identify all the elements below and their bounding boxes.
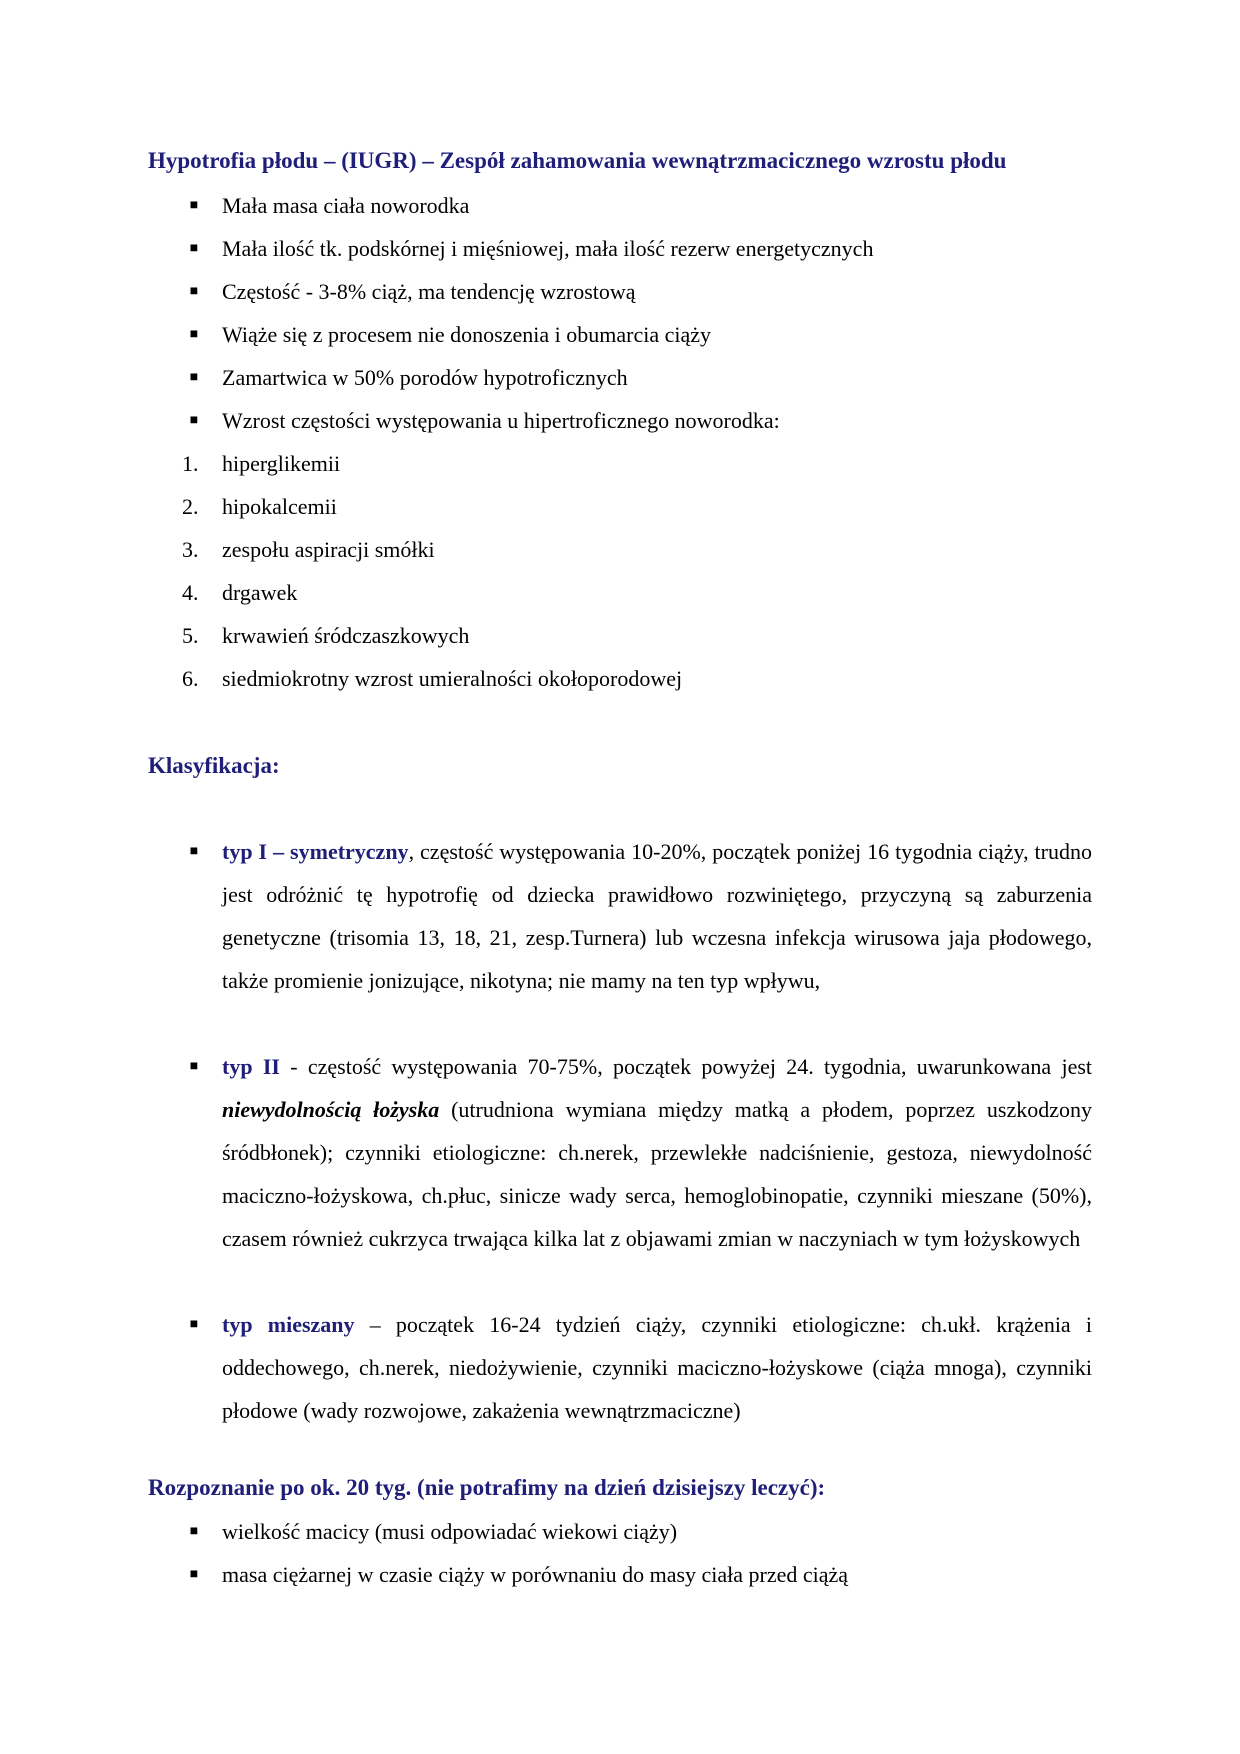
classification-type1: typ I – symetryczny, częstość występowania 10-20%, początek poniżej 16 tygodnia ciąży, trudno jest odróżnić tę hypotrofię od dziecka prawidłowo rozwiniętego, przyczyną są zaburzenia genetyczne (trisomia 13, 18, 21, zesp.Turnera) lub wczesna infekcja wirusowa jaja płodowego, także promienie jonizujące, nikotyna; nie mamy na ten typ wpływu,	[222, 839, 1092, 993]
section-title-klasyfikacja: Klasyfikacja:	[148, 753, 280, 778]
list-item: ■ Zamartwica w 50% porodów hypotroficznych	[0, 356, 1240, 399]
square-bullet-icon: ■	[189, 1317, 199, 1332]
numbered-item: 3. zespołu aspiracji smółki	[182, 537, 435, 562]
square-bullet-icon: ■	[189, 1524, 199, 1539]
section-title-rozpoznanie: Rozpoznanie po ok. 20 tyg. (nie potrafimy na dzień dzisiejszy leczyć):	[148, 1475, 826, 1500]
square-bullet-icon: ■	[189, 413, 199, 428]
square-bullet-icon: ■	[189, 844, 199, 859]
list-item: ■ masa ciężarnej w czasie ciąży w porównaniu do masy ciała przed ciążą	[0, 1553, 1240, 1596]
list-item: ■ Mała masa ciała noworodka	[0, 184, 1240, 227]
classification-type2: typ II - częstość występowania 70-75%, początek powyżej 24. tygodnia, uwarunkowana jest niewydolnością łożyska (utrudniona wymiana między matką a płodem, poprzez uszkodzony śródbłonek); czynniki etiologiczne: ch.nerek, przewlekłe nadciśnienie, gestoza, niewydolność maciczno-łożyskowa, ch.płuc, sinicze wady serca, hemoglobinopatie, czynniki mieszane (50%), czasem również cukrzyca trwająca kilka lat z objawami zmian w naczyniach w tym łożyskowych	[222, 1054, 1093, 1251]
type1-term: typ I – symetryczny	[222, 839, 409, 864]
square-bullet-icon: ■	[189, 241, 199, 256]
square-bullet-icon: ■	[189, 1567, 199, 1582]
square-bullet-icon: ■	[189, 284, 199, 299]
section-title-hypotrofia: Hypotrofia płodu – (IUGR) – Zespół zahamowania wewnątrzmacicznego wzrostu płodu	[148, 148, 1007, 173]
numbered-item: 1. hiperglikemii	[182, 451, 341, 476]
list-item: ■ Wzrost częstości występowania u hipertroficznego noworodka:	[0, 399, 1240, 442]
type2-term: typ II	[222, 1054, 280, 1079]
numbered-item: 6. siedmiokrotny wzrost umieralności okołoporodowej	[182, 666, 683, 691]
square-bullet-icon: ■	[189, 1059, 199, 1074]
type3-term: typ mieszany	[222, 1312, 355, 1337]
numbered-item: 4. drgawek	[182, 580, 298, 605]
list-item: ■ wielkość macicy (musi odpowiadać wiekowi ciąży)	[0, 1510, 1240, 1553]
list-item: ■ Mała ilość tk. podskórnej i mięśniowej, mała ilość rezerw energetycznych	[0, 227, 1240, 270]
classification-mixed: typ mieszany – początek 16-24 tydzień ciąży, czynniki etiologiczne: ch.ukł. krążenia i oddechowego, ch.nerek, niedożywienie, czynniki maciczno-łożyskowe (ciąża mnoga), czynniki płodowe (wady rozwojowe, zakażenia wewnątrzmaciczne)	[222, 1312, 1092, 1423]
list-item: ■ Częstość - 3-8% ciąż, ma tendencję wzrostową	[0, 270, 1240, 313]
numbered-item: 2. hipokalcemii	[182, 494, 337, 519]
list-item: ■ Wiąże się z procesem nie donoszenia i obumarcia ciąży	[0, 313, 1240, 356]
square-bullet-icon: ■	[189, 327, 199, 342]
emphasis-text: niewydolnością łożyska	[222, 1097, 440, 1122]
numbered-item: 5. krwawień śródczaszkowych	[182, 623, 470, 648]
square-bullet-icon: ■	[189, 370, 199, 385]
square-bullet-icon: ■	[189, 198, 199, 213]
